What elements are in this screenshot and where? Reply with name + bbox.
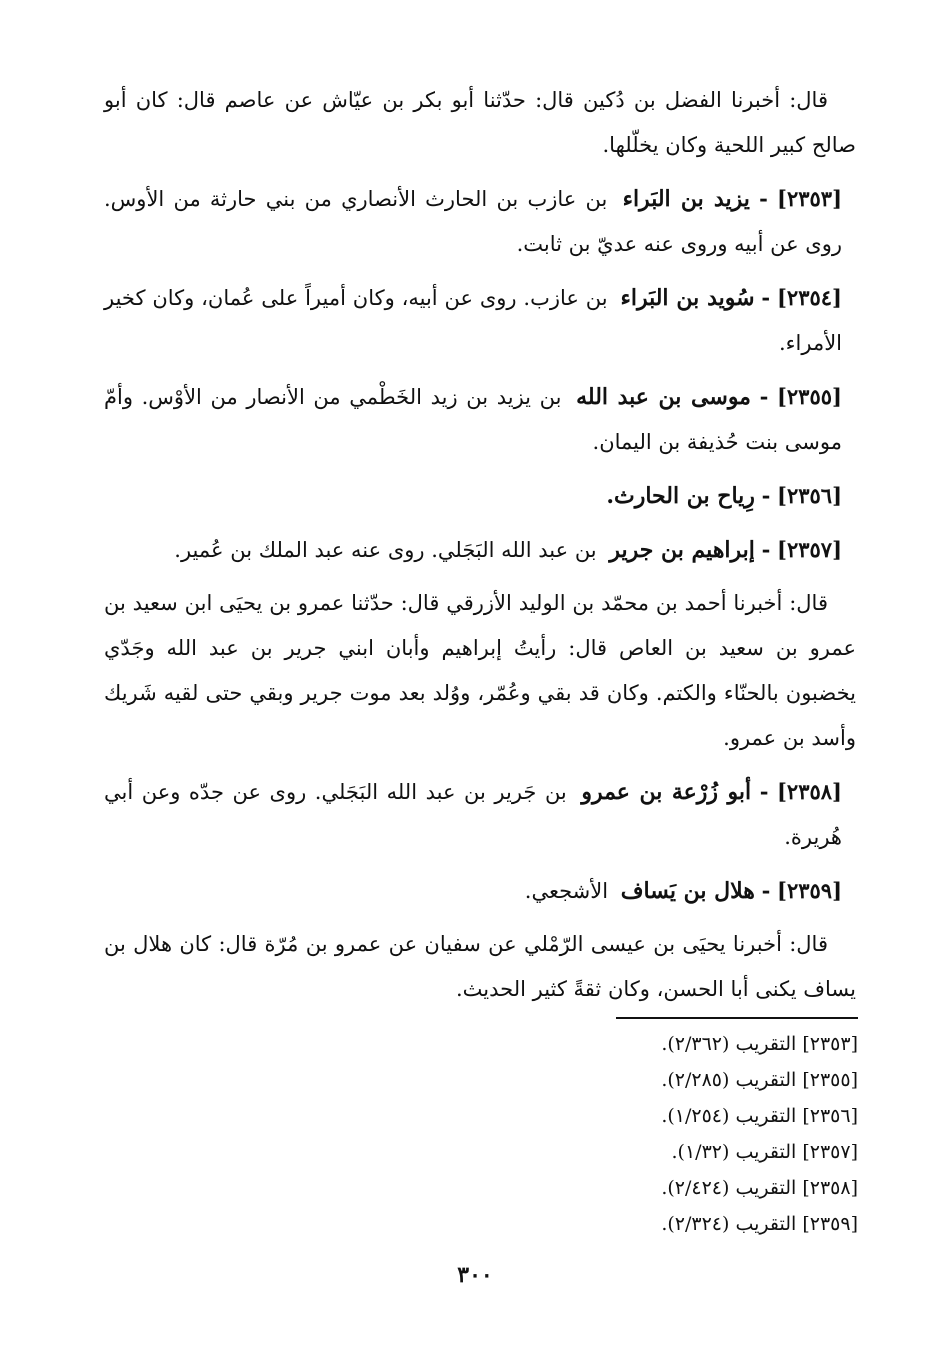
- entry-number: [٢٣٥٧]: [777, 537, 842, 562]
- biography-entry-2354: [104, 275, 856, 366]
- entry-dash: -: [759, 779, 769, 804]
- biography-entry-2356: [104, 473, 856, 519]
- entry-dash: -: [759, 384, 769, 409]
- entry-dash: -: [761, 878, 771, 903]
- entry-dash: -: [761, 285, 771, 310]
- entry-name: هلال بن يَساف: [620, 878, 755, 904]
- entry-name: رِياح بن الحارث.: [606, 483, 755, 509]
- footnote: [٢٣٥٩] التقريب (٢/٣٢٤).: [661, 1213, 858, 1235]
- entry-number: [٢٣٥٤]: [776, 285, 842, 310]
- biography-entry-2353: [104, 176, 856, 267]
- footnote: [٢٣٥٦] التقريب (١/٢٥٤).: [661, 1105, 858, 1127]
- entry-text: بن جَرير بن عبد الله البَجَلي. روى عن جدّه وعن أبي هُريرة.: [104, 780, 842, 849]
- biography-entry-2357: [104, 527, 856, 573]
- biography-entry-2355: [104, 374, 856, 465]
- entry-text: بن عبد الله البَجَلي. روى عنه عبد الملك بن عُمير.: [174, 538, 597, 562]
- entry-number: [٢٣٥٣]: [777, 186, 842, 211]
- paragraph-text: قال: أخبرنا يحيَى بن عيسى الرّمْلي عن سفيان عن عمرو بن مُرّة قال: كان هلال بن يساف يكنى أبا الحسن، وكان ثقةً كثير الحديث.: [104, 932, 856, 1001]
- paragraph: [104, 922, 856, 1012]
- entry-text: بن عازب. روى عن أبيه، وكان أميراً على عُمان، وكان كخير الأمراء.: [104, 286, 842, 355]
- entry-number: [٢٣٥٩]: [777, 878, 842, 903]
- entry-number: [٢٣٥٥]: [776, 384, 842, 409]
- biography-entry-2359: [104, 868, 856, 914]
- entry-number: [٢٣٥٨]: [776, 779, 842, 804]
- footnote: [٢٣٥٨] التقريب (٢/٤٢٤).: [661, 1177, 858, 1199]
- paragraph-text: قال: أخبرنا أحمد بن محمّد بن الوليد الأزرقي قال: حدّثنا عمرو بن يحيَى ابن سعيد بن عمرو بن سعيد بن العاص قال: رأيتُ إبراهيم وأبان ابني جرير بن عبد الله وجَدّي يخضبون بالحنّاء والكتم. وكان قد بقي وعُمّر، ووُلد بعد موت جرير وبقي حتى لقيه شَريك وأسد بن عمرو.: [104, 591, 856, 750]
- entry-name: إبراهيم بن جرير: [609, 537, 755, 563]
- entry-name: أبو زُرْعة بن عمرو: [581, 779, 752, 805]
- main-text: [104, 78, 856, 1020]
- entry-name: سُويد بن البَراء: [620, 285, 755, 311]
- entry-text: الأشجعي.: [524, 879, 609, 903]
- entry-dash: -: [761, 537, 771, 562]
- footnote-divider: [616, 1017, 858, 1019]
- footnote: [٢٣٥٣] التقريب (٢/٣٦٢).: [661, 1033, 858, 1055]
- page-number: ٣٠٠: [457, 1262, 493, 1288]
- footnote: [٢٣٥٥] التقريب (٢/٢٨٥).: [661, 1069, 858, 1091]
- entry-dash: -: [761, 483, 771, 508]
- entry-text: بن عازب بن الحارث الأنصاري من بني حارثة من الأوس. روى عن أبيه وروى عنه عديّ بن ثابت.: [104, 187, 842, 256]
- footnotes: [560, 1026, 858, 1242]
- entry-text: بن يزيد بن زيد الخَطْمي من الأنصار من الأوْس. وأمّ موسى بنت حُذيفة بن اليمان.: [104, 385, 842, 454]
- entry-number: [٢٣٥٦]: [777, 483, 842, 508]
- entry-name: يزيد بن البَراء: [622, 186, 750, 212]
- paragraph: [104, 581, 856, 761]
- paragraph: [104, 78, 856, 168]
- biography-entry-2358: [104, 769, 856, 860]
- entry-dash: -: [759, 186, 768, 211]
- paragraph-text: قال: أخبرنا الفضل بن دُكين قال: حدّثنا أبو بكر بن عيّاش عن عاصم قال: كان أبو صالح كبير اللحية وكان يخلّلها.: [104, 88, 856, 157]
- footnote: [٢٣٥٧] التقريب (١/٣٢).: [671, 1141, 858, 1163]
- entry-name: موسى بن عبد الله: [576, 384, 751, 410]
